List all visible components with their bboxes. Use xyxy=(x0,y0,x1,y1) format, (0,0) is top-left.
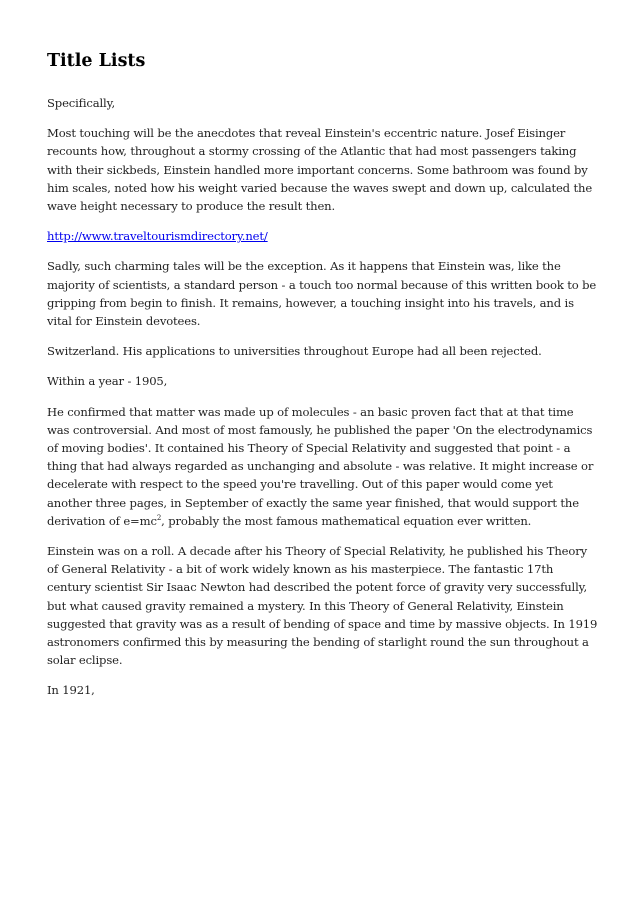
paragraph-in-1921: In 1921, xyxy=(47,683,95,698)
paragraph-molecules-tail: , probably the most famous mathematical equation ever written. xyxy=(161,513,532,528)
paragraph-anecdotes: Most touching will be the anecdotes that reveal Einstein's eccentric nature. Josef Eisinger recounts how, throughout a stormy crossing of the Atlantic that had most passengers taking with their sickbeds, Einstein handled more important concerns. Some bathroom was found by him scales, noted how his weight varied because the waves swept and down up, calculated the wave height necessary to produce the result then. xyxy=(47,126,593,214)
directory-link[interactable]: http://www.traveltourismdirectory.net/ xyxy=(47,229,268,244)
paragraph-switzerland: Switzerland. His applications to universities throughout Europe had all been rejected. xyxy=(47,344,542,359)
paragraph-general-relativity: Einstein was on a roll. A decade after his Theory of Special Relativity, he published his Theory of General Relativity - a bit of work widely known as his masterpiece. The fantastic 17th century scientist Sir Isaac Newton had described the potent force of gravity very successfully, but what caused gravity remained a mystery. In this Theory of General Relativity, Einstein suggested that gravity was as a result of bending of space and time by massive objects. In 1919 astronomers confirmed this by measuring the bending of starlight round the sun throughout a solar eclipse. xyxy=(47,544,598,668)
superscript-two: 2 xyxy=(156,514,162,522)
paragraph-within-a-year: Within a year - 1905, xyxy=(47,374,168,389)
paragraph-molecules xyxy=(47,403,599,530)
page-title: Title Lists xyxy=(47,51,146,71)
paragraph-specifically: Specifically, xyxy=(47,96,115,110)
paragraph-link xyxy=(47,227,599,245)
paragraph-charming-tales: Sadly, such charming tales will be the exception. As it happens that Einstein was, like the majority of scientists, a standard person - a touch too normal because of this written book to be gripping from begin to finish. It remains, however, a touching insight into his travels, and is vital for Einstein devotees. xyxy=(47,259,597,329)
paragraph-molecules-text: He confirmed that matter was made up of molecules - an basic proven fact that at that time was controversial. And most of most famously, he published the paper 'On the electrodynamics of moving bodies'. It contained his Theory of Special Relativity and suggested that point - a thing that had always regarded as unchanging and absolute - was relative. It might increase or decelerate with respect to the speed you're travelling. Out of this paper would come yet another three pages, in September of exactly the same year finished, that would support the derivation of e=mc xyxy=(47,404,594,528)
document-body xyxy=(47,50,599,712)
